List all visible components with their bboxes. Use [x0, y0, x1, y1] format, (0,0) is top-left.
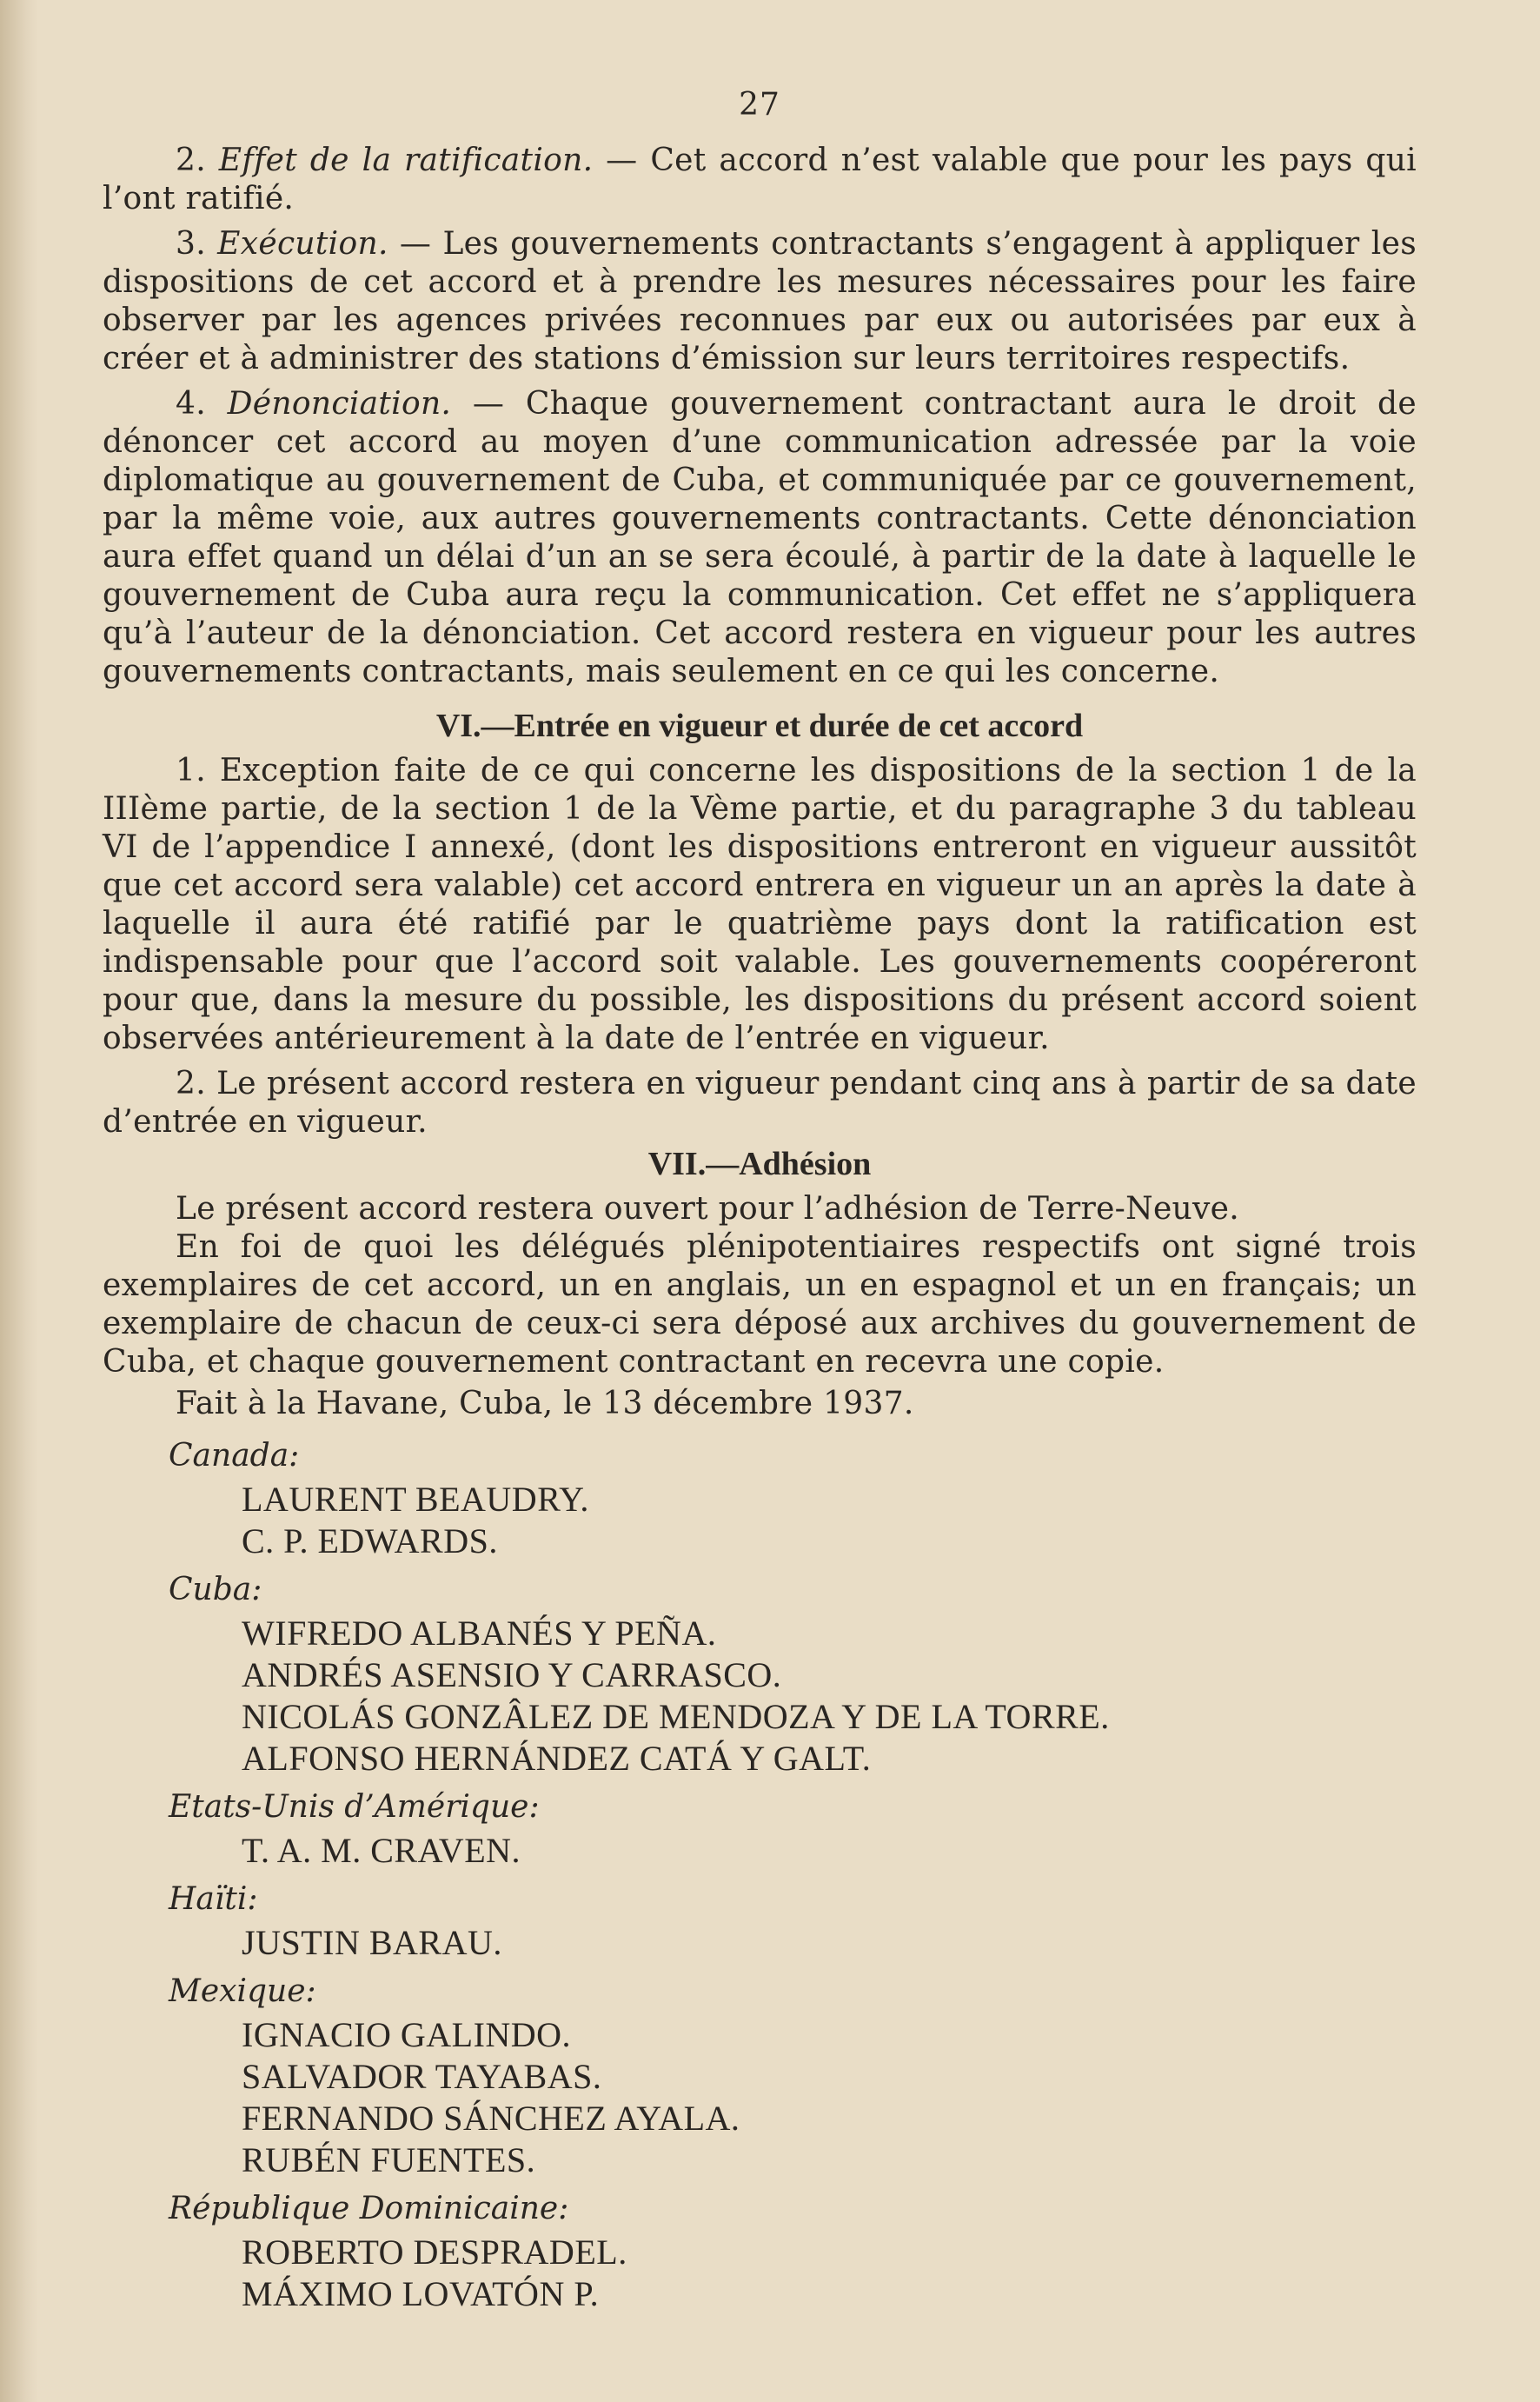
signatory-country: Mexique:	[169, 1973, 316, 2009]
document-page	[103, 87, 1417, 2315]
clause-denonciation	[103, 385, 1417, 691]
section-vi-paragraph-2: 2. Le présent accord restera en vigueur pendant cinq ans à partir de sa date d’entrée en vigueur.	[103, 1066, 1417, 1140]
signatory-name: WIFREDO ALBANÉS Y PEÑA.	[242, 1614, 717, 1653]
signatory-name: SALVADOR TAYABAS.	[242, 2057, 602, 2096]
signatures	[103, 1435, 1417, 2315]
clause-heading: Dénonciation.	[227, 386, 452, 422]
clause-number: 4.	[176, 386, 228, 422]
clause-heading: Exécution.	[217, 226, 388, 262]
page-gutter-shadow	[0, 0, 38, 2402]
place-and-date: Fait à la Havane, Cuba, le 13 décembre 1937.	[176, 1386, 914, 1421]
signatory-name: ANDRÉS ASENSIO Y CARRASCO.	[242, 1655, 782, 1694]
signatory-country: Etats-Unis d’Amérique:	[169, 1789, 540, 1825]
signatory-country: République Dominicaine:	[169, 2191, 569, 2226]
clause-heading: Effet de la ratification.	[218, 143, 594, 178]
section-vii-heading: VII.—Adhésion	[647, 1146, 872, 1182]
signatory-name: ALFONSO HERNÁNDEZ CATÁ Y GALT.	[242, 1739, 872, 1778]
clause-execution	[103, 225, 1417, 378]
clause-text: — Chaque gouvernement contractant aura le droit de dénoncer cet accord au moyen d’une communication adressée par la voie diplomatique au gouvernement de Cuba, et communiquée par ce gouvernement, par la même voie, aux autres gouvernements contractants. Cette dénonciation aura effet quand un délai d’un an se sera écoulé, à partir de la date à laquelle le gouvernement de Cuba aura reçu la communication. Cet effet ne s’appliquera qu’à l’auteur de la dénonciation. Cet accord restera en vigueur pour les autres gouvernements contractants, mais seulement en ce qui les concerne.	[103, 386, 1417, 689]
signatory-name: JUSTIN BARAU.	[242, 1923, 502, 1962]
clause-number: 3.	[176, 226, 218, 262]
signatory-name: NICOLÁS GONZÂLEZ DE MENDOZA Y DE LA TORRE.	[242, 1697, 1110, 1736]
section-vi-paragraph-1: 1. Exception faite de ce qui concerne les dispositions de la section 1 de la IIIème partie, de la section 1 de la Vème partie, et du paragraphe 3 du tableau VI de l’appendice I annexé, (dont les dispositions entreront en vigueur aussitôt que cet accord sera valable) cet accord entrera en vigueur un an après la date à laquelle il aura été ratifié par le quatrième pays dont la ratification est indispensable pour que l’accord soit valable. Les gouvernements coopéreront pour que, dans la mesure du possible, les dispositions du présent accord soient observées antérieurement à la date de l’entrée en vigueur.	[103, 753, 1417, 1056]
signatory-name: RUBÉN FUENTES.	[242, 2140, 536, 2179]
clause-text: — Les gouvernements contractants s’engagent à appliquer les dispositions de cet accord et à prendre les mesures nécessaires pour les faire observer par les agences privées reconnues par eux ou autorisées par eux à créer et à administrer des stations d’émission sur leurs territoires respectifs.	[103, 226, 1417, 376]
clause-number: 2.	[176, 143, 219, 178]
signatory-name: C. P. EDWARDS.	[242, 1521, 498, 1560]
signatory-name: T. A. M. CRAVEN.	[242, 1831, 521, 1870]
section-vi-heading: VI.—Entrée en vigueur et durée de cet accord	[435, 708, 1084, 744]
signatory-country: Canada:	[169, 1438, 300, 1474]
clause-ratification	[103, 142, 1417, 218]
page-number: 27	[739, 87, 780, 123]
signatory-name: ROBERTO DESPRADEL.	[242, 2232, 627, 2272]
signatory-name: MÁXIMO LOVATÓN P.	[242, 2274, 600, 2313]
section-vii-paragraph-1: Le présent accord restera ouvert pour l’adhésion de Terre-Neuve.	[176, 1191, 1240, 1227]
signatory-name: FERNANDO SÁNCHEZ AYALA.	[242, 2099, 740, 2138]
signatory-name: LAURENT BEAUDRY.	[242, 1480, 589, 1519]
signatory-name: IGNACIO GALINDO.	[242, 2015, 572, 2054]
clause-text: — Cet accord n’est valable que pour les pays qui l’ont ratifié.	[103, 143, 1417, 216]
signatory-country: Cuba:	[169, 1572, 262, 1607]
section-vii-paragraph-2: En foi de quoi les délégués plénipotentiaires respectifs ont signé trois exemplaires de cet accord, un en anglais, un en espagnol et un en français; un exemplaire de chacun de ceux-ci sera déposé aux archives du gouvernement de Cuba, et chaque gouvernement contractant en recevra une copie.	[103, 1229, 1417, 1380]
signatory-country: Haïti:	[169, 1881, 258, 1917]
